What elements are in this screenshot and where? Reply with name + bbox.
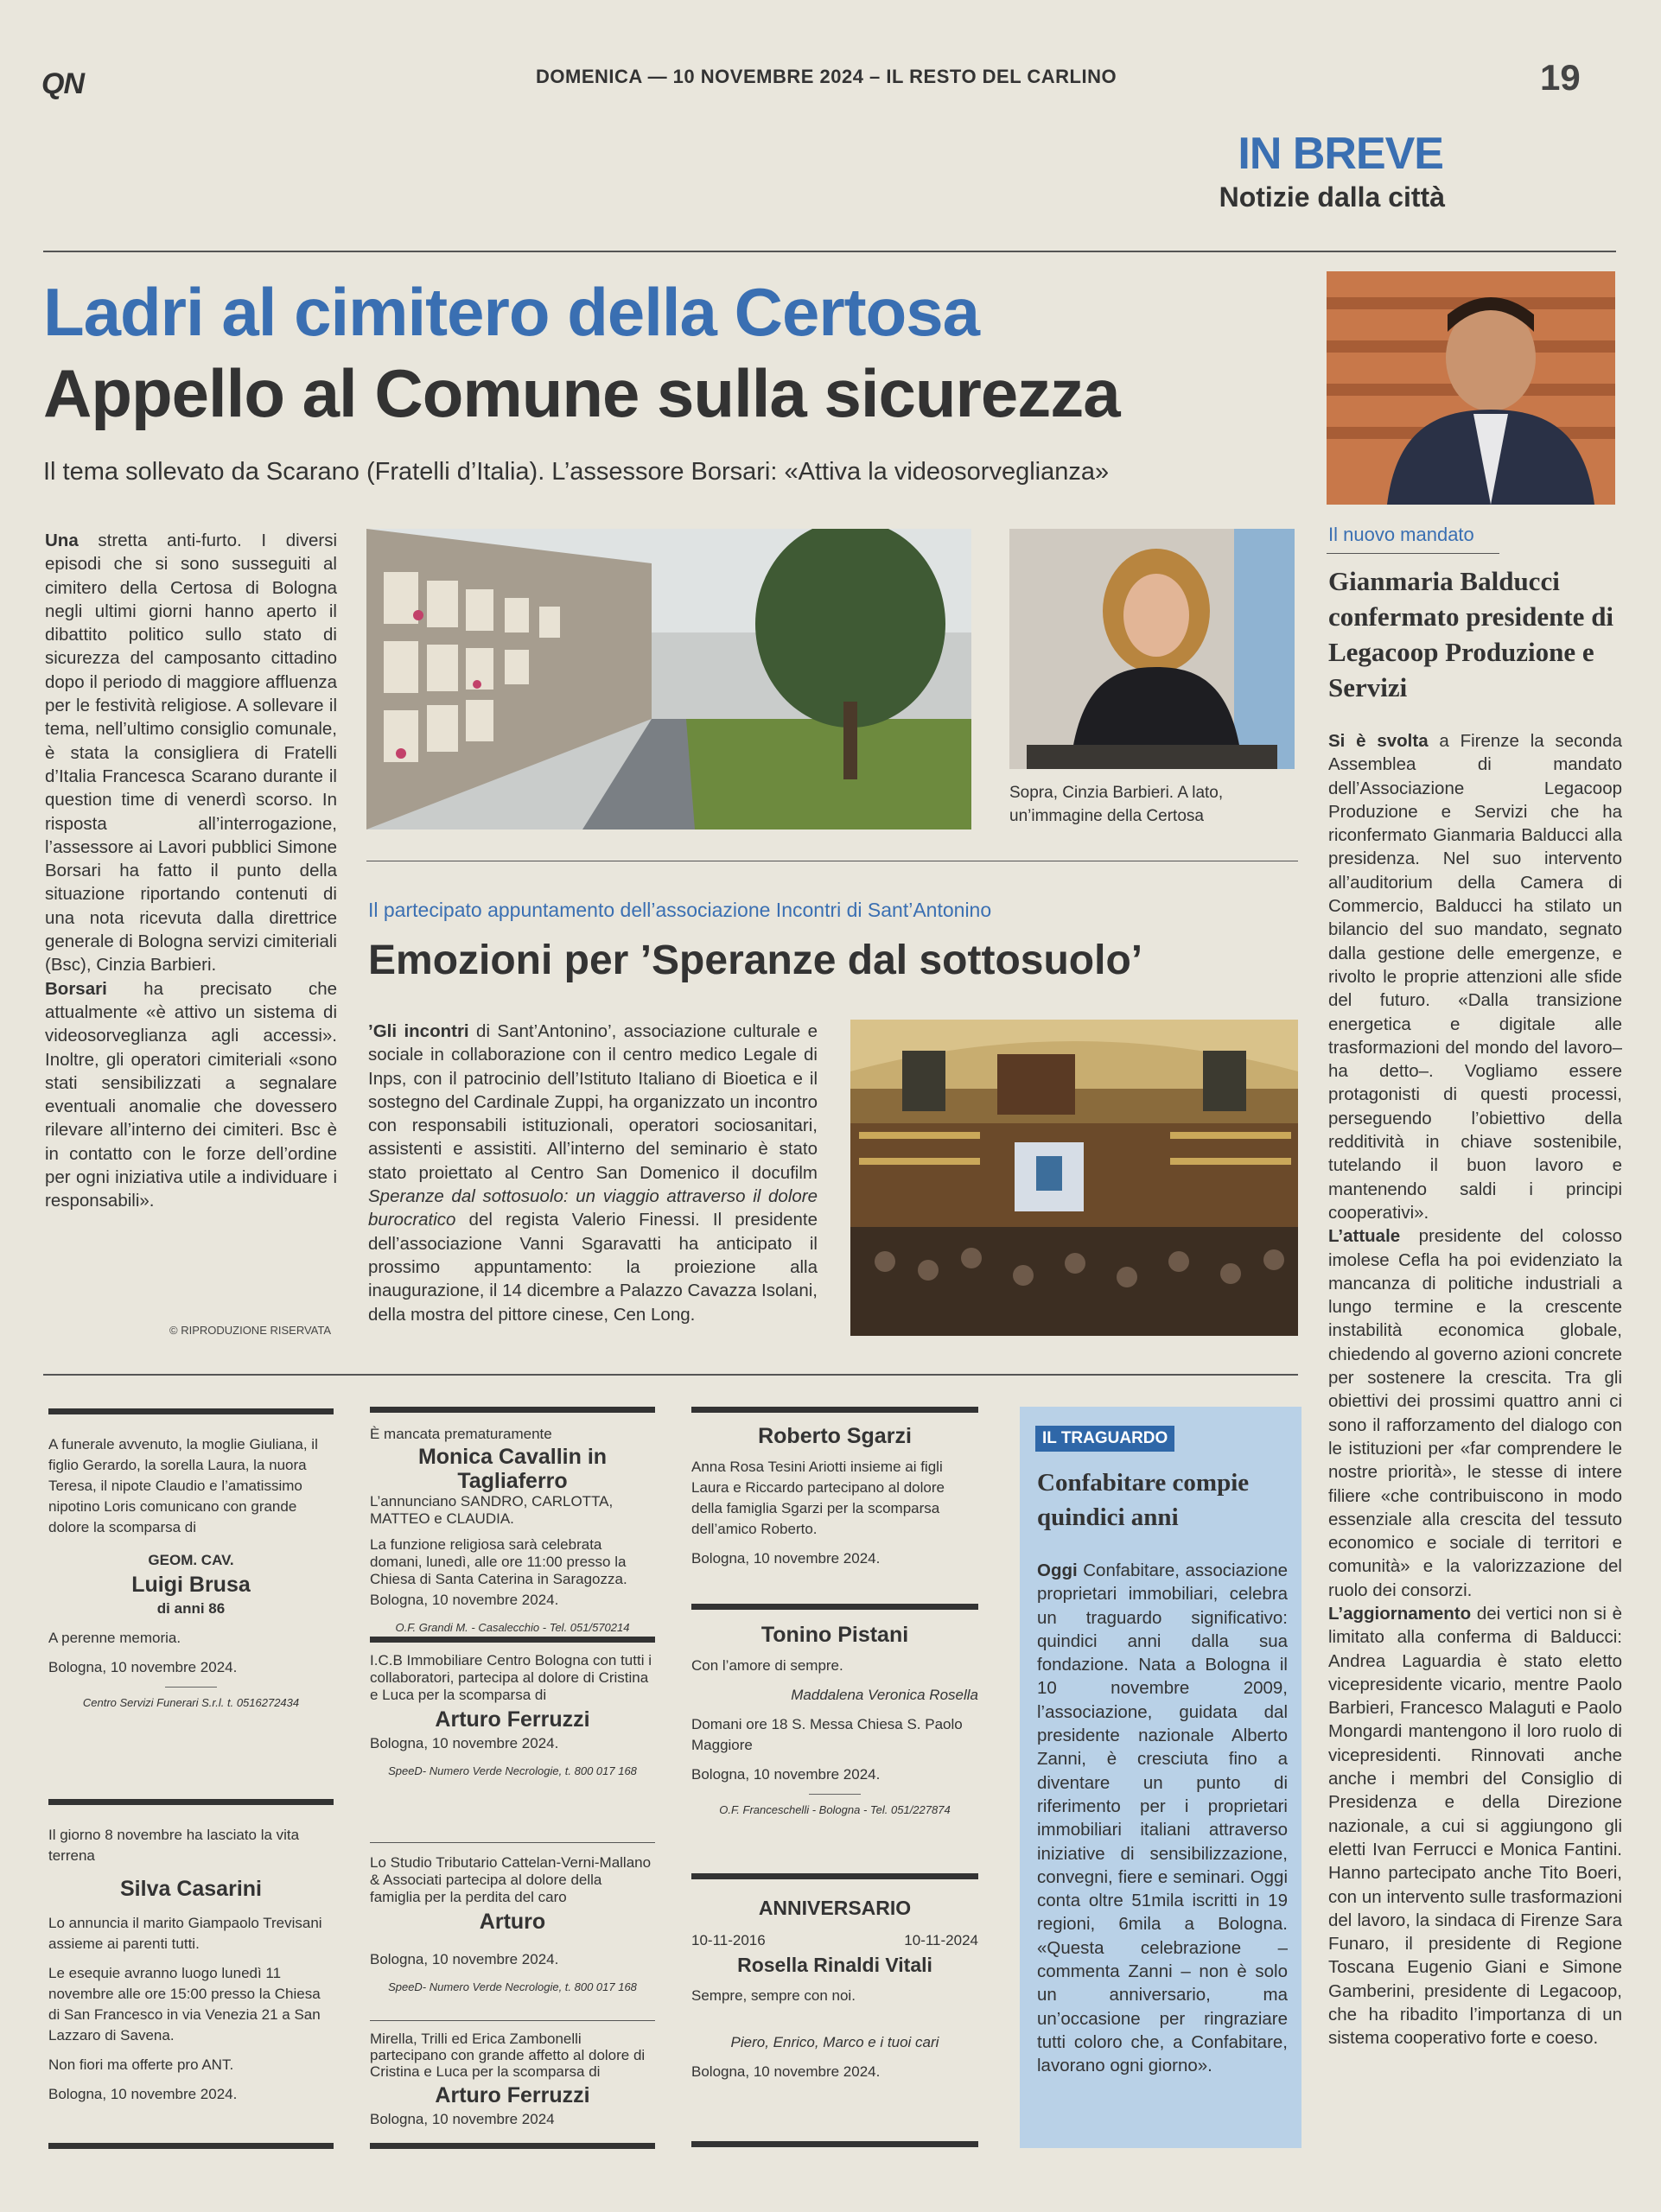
article-text: di Sant’Antonino’, associazione culturale e sociale in collaborazione con il centro medico Legale di Inps, con il patrocinio dell’Istituto Italiano di Bioetica e il sostegno del Cardinale Zuppi, ha organizzato un incontro con responsabili istituzionali, operatori sociosanitari, assistenti e assistiti. All’interno del seminario è stato stato proiettato al Centro San Domenico il docufilm <box>368 1021 818 1183</box>
main-headline-blue: Ladri al cimitero della Certosa <box>43 274 980 350</box>
obituary-section-rule <box>43 1374 1298 1376</box>
portrait-photo-barbieri <box>1009 529 1295 769</box>
obituary-sgarzi: Roberto Sgarzi Anna Rosa Tesini Ariotti insieme ai figli Laura e Riccardo partecipano al dolore della famiglia Sgarzi per la scomparsa dell’amico Roberto. Bologna, 10 novembre 2024. <box>691 1424 945 1567</box>
article-text: stretta anti-furto. I diversi episodi che si sono susseguiti al cimitero della Certosa di Bologna negli ultimi giorni hanno aperto il dibattito politico sullo stato di sicurezza del camposanto cittadino dopo il periodo di maggiore affluenza per le festività religiose. A sollevare il tema, nell’ultimo consiglio comunale, è stata la consigliera di Fratelli d’Italia Francesca Scarano durante il question time di venerdì scorso. In risposta all’interrogazione, l’assessore ai Lavori pubblici Simone Borsari ha fatto il punto della situazione riportando contenuti di una nota ricevuta dalla direttrice generale di Bologna servizi cimiteriali (Bsc), Cinzia Barbieri. <box>45 531 337 976</box>
cemetery-photo <box>366 529 971 830</box>
right-article-headline: Gianmaria Balducci confermato presidente di Legacoop Produzione e Servizi <box>1328 566 1614 702</box>
obit-rule <box>370 1407 655 1413</box>
obituary-ferruzzi-2: Mirella, Trilli ed Erica Zambonelli partecipano con grande affetto al dolore di Cristina e Luca per la scomparsa di Arturo Ferruzzi Bologna, 10 novembre 2024 <box>370 2031 646 2127</box>
lead-word: Si è svolta <box>1328 731 1429 751</box>
obit-rule <box>48 2143 334 2149</box>
page-number: 19 <box>1540 57 1581 98</box>
article-text: a Firenze la seconda Assemblea di mandato dell’Associazione Legacoop Produzione e Servizi che ha riconfermato Gianmaria Balducci alla presidenza. Nel suo intervento all’auditorium della Camera di Commercio, Balducci ha stilato un bilancio del suo mandato, segnato dalla gestione delle emergenze, e rivolto le proprie attenzioni alle sfide del futuro. «Dalla transizione energetica e digitale alle trasformazioni del mondo del lavoro– ha detto–. Vogliamo essere protagonisti di questi processi, perseguendo l’obiettivo della redditività in chiave sostenibile, tutelando il buon lavoro e mantenendo saldi i principi cooperativi». <box>1328 731 1622 1223</box>
right-article-kicker: Il nuovo mandato <box>1328 524 1474 545</box>
main-headline: Appello al Comune sulla sicurezza <box>43 355 1120 431</box>
obit-rule <box>691 1873 978 1879</box>
film-title: Speranze dal sottosuolo: un viaggio attraverso il dolore burocratico <box>368 1186 818 1230</box>
obit-rule <box>691 1407 978 1413</box>
obit-rule <box>370 1842 655 1843</box>
lead-word: ’Gli incontri <box>368 1021 469 1041</box>
copyright-notice: © RIPRODUZIONE RISERVATA <box>169 1324 332 1337</box>
section-title: IN BREVE <box>1238 129 1443 179</box>
header-rule <box>43 251 1616 252</box>
article-text: del regista Valerio Finessi. Il presidente dell’associazione Vanni Sgaravatti ha anticipato il prossimo appuntamento: la proiezione alla inaugurazione, il 14 dicembre a Palazzo Cavazza Isolani, della mostra del pittore cinese, Cen Long. <box>368 1210 818 1325</box>
obit-rule <box>48 1408 334 1414</box>
obit-rule <box>691 1604 978 1610</box>
sidebar-box-headline: Confabitare compie quindici anni <box>1037 1469 1250 1531</box>
obit-rule <box>48 1799 334 1805</box>
sidebar-box-tag: IL TRAGUARDO <box>1035 1426 1174 1452</box>
kicker-rule <box>1327 553 1499 554</box>
lead-word: Una <box>45 531 79 550</box>
second-article-headline: Emozioni per ’Speranze dal sottosuolo’ <box>368 938 1143 983</box>
article-text: ha precisato che attualmente «è attivo un sistema di videosorveglianza agli accessi». Inoltre, gli operatori cimiteriali «sono stati sensibilizzati a segnalare eventuali anomalie che dovessero rilevare all’interno dei cimiteri. Bsc è in contatto con le forze dell’ordine per ogni iniziativa utile a individuare i responsabili». <box>45 978 337 1211</box>
main-article-body <box>45 529 337 1213</box>
dateline: DOMENICA — 10 NOVEMBRE 2024 – IL RESTO DEL CARLINO <box>536 66 1117 87</box>
obit-rule <box>370 2143 655 2149</box>
obituary-pistani: Tonino Pistani Con l’amore di sempre. Maddalena Veronica Rosella Domani ore 18 S. Messa Chiesa S. Paolo Maggiore Bologna, 10 novembre 2024. O.F. Franceschelli - Bologna - Tel. 051/227874 <box>691 1623 978 1816</box>
anniversary-vitali: ANNIVERSARIO 10-11-2016 10-11-2024 Rosella Rinaldi Vitali Sempre, sempre con noi. Piero, Enrico, Marco e i tuoi cari Bologna, 10 novembre 2024. <box>691 1897 978 2080</box>
obituary-brusa: A funerale avvenuto, la moglie Giuliana, il figlio Gerardo, la sorella Laura, la nuora Teresa, il nipote Claudio e l’amatissimo nipotino Loris comunicano con grande dolore la scomparsa di GEOM. CAV. Luigi Brusa di anni 86 A perenne memoria. Bologna, 10 novembre 2024. Centro Servizi Funerari S.r.l. t. 0516272434 <box>48 1436 318 1709</box>
obit-rule <box>370 2020 655 2021</box>
obituary-arturo: Lo Studio Tributario Cattelan-Verni-Mallano & Associati partecipa al dolore della famiglia per la perdita del caro Arturo Bologna, 10 novembre 2024. SpeeD- Numero Verde Necrologie, t. 800 017 168 <box>370 1854 652 1993</box>
obituary-cavallin: È mancata prematuramente Monica Cavallin in Tagliaferro L’annunciano SANDRO, CARLOTTA, MATTEO e CLAUDIA. La funzione religiosa sarà celebrata domani, lunedì, alle ore 11:00 presso la Chiesa di Santa Caterina in Saragozza. Bologna, 10 novembre 2024. O.F. Grandi M. - Casalecchio - Tel. 051/570214 <box>370 1426 630 1634</box>
lead-word: Oggi <box>1037 1560 1078 1580</box>
right-article-body <box>1328 729 1622 2050</box>
newspaper-logo: QN <box>41 67 84 100</box>
article-text: Confabitare, associazione proprietari immobiliari, celebra un traguardo significativo: quindici anni dalla sua fondazione. Nata a Bologna il 10 novembre 2009, l’associazione, guidata dal presidente nazionale Alberto Zanni, è cresciuta fino a diventare un punto di riferimento per i proprietari immobiliari italiani attraverso iniziative di sensibilizzazione, convegni, fiere e seminari. Oggi conta oltre 51mila iscritti in 19 regioni, 6mila a Bologna. «Questa celebrazione – commenta Zanni – non è solo un anniversario, ma un’occasione per ringraziare tutti coloro che, a Confabitare, lavorano ogni giorno». <box>1037 1560 1288 2076</box>
lead-word: L’attuale <box>1328 1226 1401 1247</box>
lead-word: L’aggiornamento <box>1328 1603 1472 1624</box>
article-text: dei vertici non si è limitato alla conferma di Balducci: Andrea Laguardia è stato eletto vicepresidente vicario, mentre Paolo Barbieri, Francesco Malaguti e Paolo Mongardi mantengono il loro ruolo di vicepresidenti. Rinnovati anche anche i membri del Consiglio di Presidenza e della Direzione nazionale, a cui si aggiungono gli eletti Ivan Ferrucci e Monica Fantini. Hanno partecipato anche Tito Boeri, con un intervento sulle trasformazioni del lavoro, la sindaca di Firenze Sara Funaro, il presidente di Regione Toscana Eugenio Giani e Simone Gamberini, presidente di Legacoop, che ha ribadito l’importanza di un sistema cooperativo forte e coeso. <box>1328 1603 1622 2049</box>
library-event-photo <box>850 1020 1298 1336</box>
second-article-body <box>368 1020 818 1326</box>
obituary-casarini: Il giorno 8 novembre ha lasciato la vita terrena Silva Casarini Lo annuncia il marito Giampaolo Trevisani assieme ai parenti tutti. Le esequie avranno luogo lunedì 11 novembre alle ore 15:00 presso la Chiesa di San Francesco in via Venezia 21 a San Lazzaro di Savena. Non fiori ma offerte pro ANT. Bologna, 10 novembre 2024. <box>48 1827 322 2102</box>
portrait-photo-balducci <box>1327 271 1615 505</box>
obit-rule <box>370 1637 655 1643</box>
sidebar-box-body <box>1037 1559 1288 2078</box>
second-article-kicker: Il partecipato appuntamento dell’associazione Incontri di Sant’Antonino <box>368 899 992 921</box>
obituary-ferruzzi: I.C.B Immobiliare Centro Bologna con tutti i collaboratori, partecipa al dolore di Cristina e Luca per la scomparsa di Arturo Ferruzzi Bologna, 10 novembre 2024. SpeeD- Numero Verde Necrologie, t. 800 017 168 <box>370 1652 652 1777</box>
photo-caption: Sopra, Cinzia Barbieri. A lato, un’immagine della Certosa <box>1009 784 1224 825</box>
section-subtitle: Notizie dalla città <box>1219 181 1445 213</box>
obit-rule <box>691 2141 978 2147</box>
article-text: presidente del colosso imolese Cefla ha poi evidenziato la mancanza di politiche industriali a lungo termine e la crescente instabilità economica globale, chiedendo al governo azioni concrete per sostenere la crescita. Tra gli obiettivi dei prossimi quattro anni ci sono il rafforzamento del dialogo con le istituzioni per «far comprendere le nostre priorità», le stesse di intere filiere «che contribuiscono in modo essenziale alla crescita del tessuto economico e sociale di territori e comunità» e la valorizzazione del ruolo dei consorzi. <box>1328 1226 1622 1600</box>
lead-word: Borsari <box>45 978 107 999</box>
main-subheadline: Il tema sollevato da Scarano (Fratelli d’Italia). L’assessore Borsari: «Attiva la videosorveglianza» <box>43 458 1110 486</box>
